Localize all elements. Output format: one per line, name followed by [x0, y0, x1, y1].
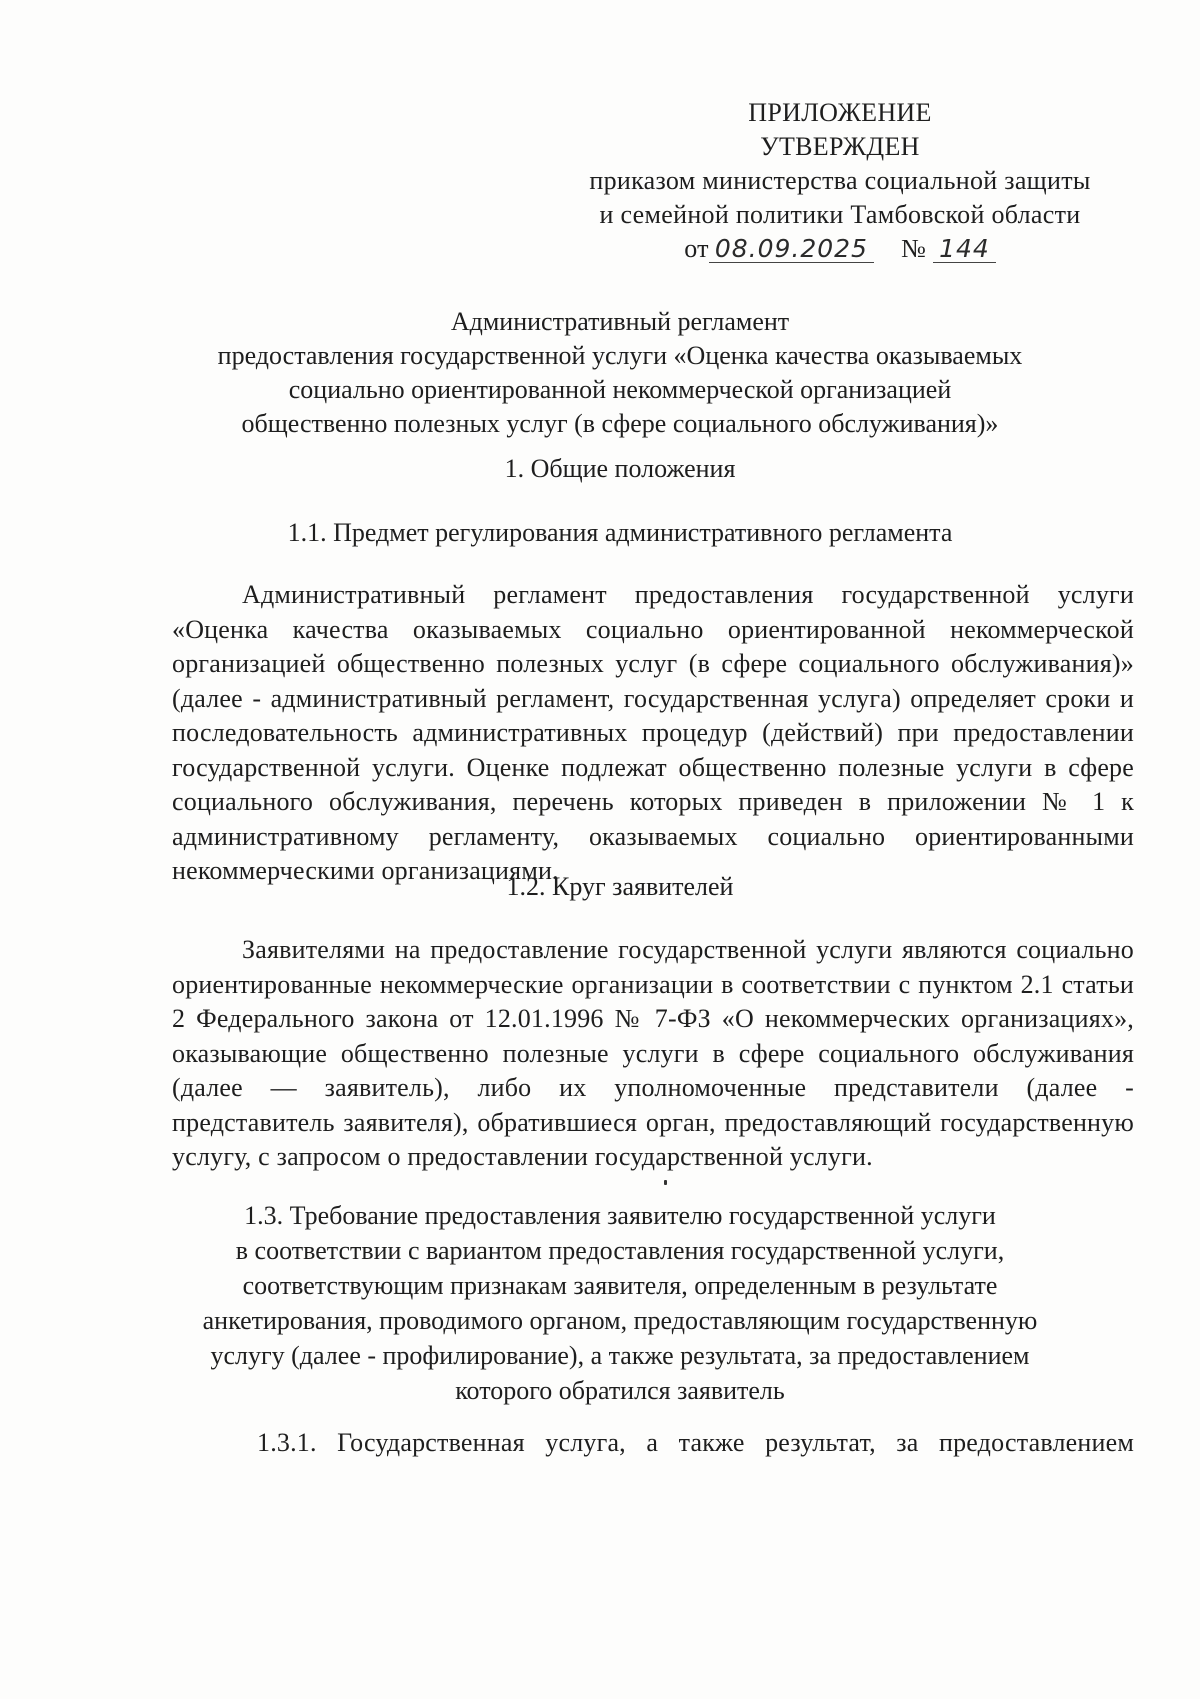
number-prefix: №: [901, 234, 927, 263]
order-line-2: и семейной политики Тамбовской области: [599, 200, 1081, 229]
section-1-3-1-paragraph: 1.3.1. Государственная услуга, а также результат, за предоставлением: [257, 1428, 1134, 1457]
section-1-3-heading-line-4: анкетирования, проводимого органом, предоставляющим государственную: [202, 1306, 1038, 1335]
order-date-line: [560, 232, 1120, 266]
section-1-3-heading-line-2: в соответствии с вариантом предоставления государственной услуги,: [235, 1236, 1005, 1265]
section-1-3-heading: [130, 1198, 1110, 1408]
section-1-3-heading-line-3: соответствующим признакам заявителя, определенным в результате: [242, 1271, 998, 1300]
order-number-handwritten: 144: [933, 236, 996, 263]
section-1-2-paragraph: Заявителями на предоставление государственной услуги являются социально ориентированные некоммерческие организации в соответствии с пунктом 2.1 статьи 2 Федерального закона от 12.01.1996 № 7-ФЗ «О некоммерческих организациях», оказывающие общественно полезные услуги в сфере социального обслуживания (далее — заявитель), либо их уполномоченные представители (далее - представитель заявителя), обратившиеся орган, предоставляющий государственную услугу, с запросом о предоставлении государственной услуги.: [172, 935, 1134, 1171]
section-1-2-heading: 1.2. Круг заявителей: [506, 872, 734, 901]
section-1-heading: 1. Общие положения: [504, 454, 736, 483]
section-1-3-heading-line-6: которого обратился заявитель: [455, 1376, 785, 1405]
approval-block: [560, 96, 1120, 266]
section-1-1-paragraph: Административный регламент предоставления государственной услуги «Оценка качества оказываемых социально ориентированной некоммерческой организацией общественно полезных услуг (в сфере социального обслуживания)» (далее - административный регламент, государственная услуга) определяет сроки и последовательность административных процедур (действий) при предоставлении государственной услуги. Оценке подлежат общественно полезные услуги в сфере социального обслуживания, перечень которых приведен в приложении № 1 к административному регламенту, оказываемых социально ориентированными некоммерческими организациями.: [172, 580, 1134, 885]
order-date-handwritten: 08.09.2025: [709, 236, 874, 263]
section-1-1-heading: 1.1. Предмет регулирования административного регламента: [287, 518, 953, 547]
date-prefix: от: [684, 234, 709, 263]
order-line-1: приказом министерства социальной защиты: [589, 166, 1091, 195]
appendix-heading: ПРИЛОЖЕНИЕ: [748, 98, 932, 127]
title-line-4: общественно полезных услуг (в сфере социального обслуживания)»: [241, 409, 999, 438]
title-line-1: Административный регламент: [450, 307, 790, 336]
title-line-2: предоставления государственной услуги «Оценка качества оказываемых: [217, 341, 1023, 370]
section-1-3-heading-line-5: услугу (далее - профилирование), а также результата, за предоставлением: [210, 1341, 1030, 1370]
document-title: [130, 305, 1110, 441]
section-1-3-heading-line-1: 1.3. Требование предоставления заявителю государственной услуги: [244, 1201, 996, 1230]
title-line-3: социально ориентированной некоммерческой организацией: [288, 375, 952, 404]
approved-label: УТВЕРЖДЕН: [760, 132, 920, 161]
scan-speck: [664, 1180, 667, 1185]
